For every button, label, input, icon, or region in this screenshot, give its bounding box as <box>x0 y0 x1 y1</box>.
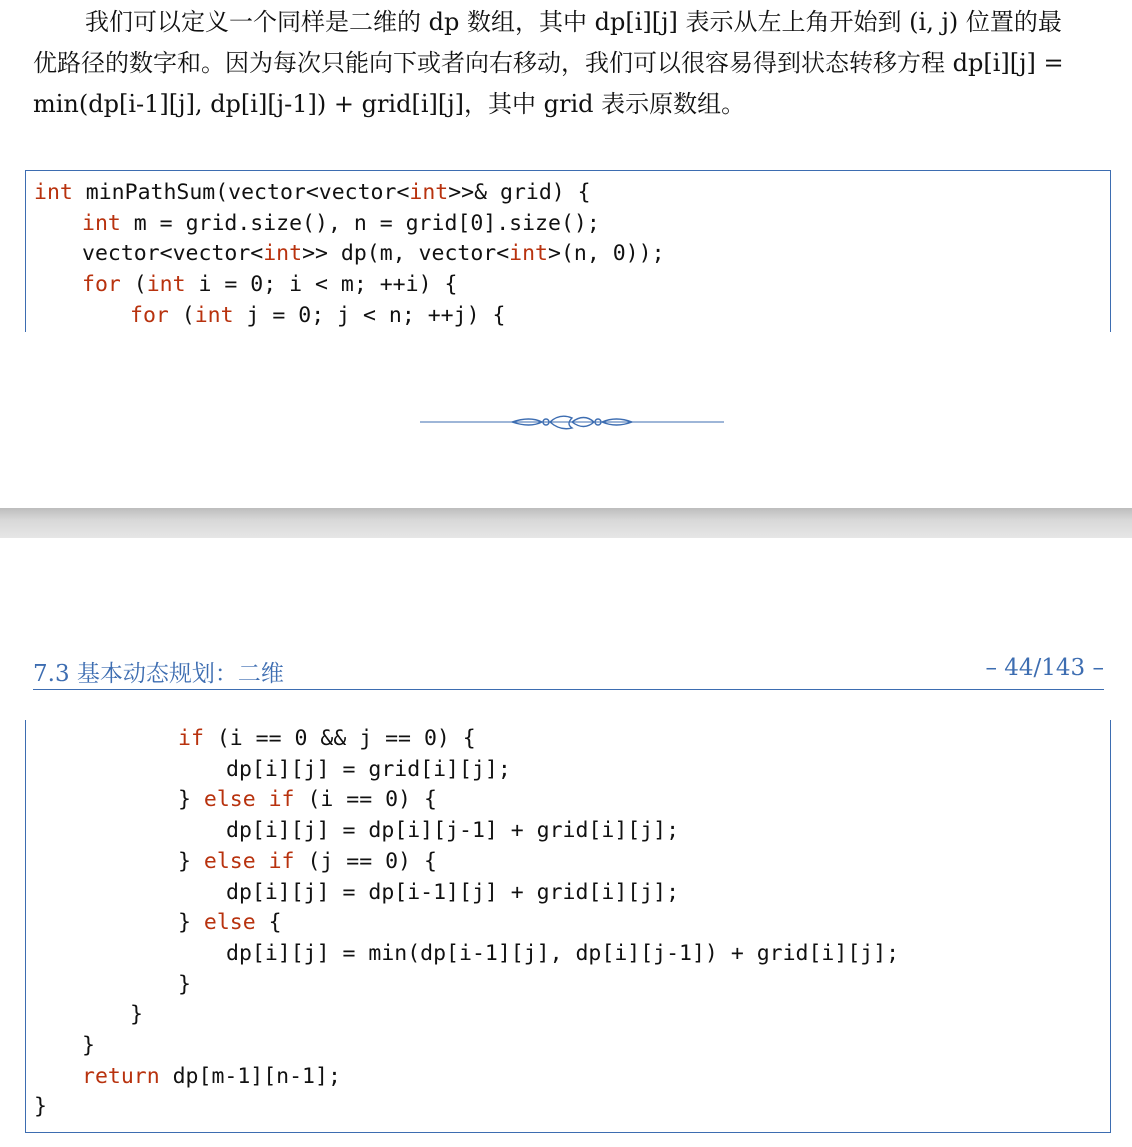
code-keyword: int <box>509 241 549 267</box>
code-line <box>226 938 899 969</box>
code-line <box>82 269 457 300</box>
paragraph-line: 我们可以定义一个同样是二维的 dp 数组，其中 dp[i][j] 表示从左上角开始到 (i, j) 位置的最 <box>85 8 1062 36</box>
code-keyword: else <box>203 910 256 936</box>
code-text: vector<vector< <box>82 241 264 267</box>
code-text: dp[i][j] = min(dp[i-1][j], dp[i][j-1]) + grid[i][j]; <box>226 940 900 966</box>
code-keyword: int <box>82 210 121 236</box>
code-keyword: int <box>34 180 73 205</box>
page-gap <box>0 508 1132 538</box>
code-text: } <box>34 1094 47 1120</box>
code-text: dp[m-1][n-1]; <box>159 1063 341 1089</box>
code-keyword: else if <box>203 787 295 813</box>
code-line <box>226 754 511 785</box>
code-line <box>34 177 591 208</box>
code-text: dp[i][j] = grid[i][j]; <box>226 756 511 782</box>
code-text: >(n, 0)); <box>548 241 665 267</box>
code-text: j = 0; j < n; ++j) { <box>233 302 506 328</box>
code-text: >> dp(m, vector< <box>302 241 510 267</box>
ornament-divider-icon <box>420 410 724 434</box>
code-keyword: if <box>178 726 204 751</box>
code-text: { <box>255 910 282 936</box>
code-line <box>178 969 191 1000</box>
code-text: } <box>130 1002 143 1028</box>
code-line <box>130 300 505 331</box>
code-keyword: for <box>130 302 169 328</box>
page-top <box>0 0 1132 508</box>
body-paragraph <box>33 2 1105 125</box>
paragraph-line: min(dp[i-1][j], dp[i][j-1]) + grid[i][j]，其中 grid 表示原数组。 <box>33 90 746 118</box>
code-line <box>82 1030 95 1061</box>
code-line <box>226 877 679 908</box>
code-keyword: else if <box>203 848 295 874</box>
code-text: } <box>178 910 204 936</box>
code-text: ( <box>120 272 147 298</box>
code-text: minPathSum(vector<vector< <box>72 180 410 205</box>
code-block-part2 <box>25 720 1111 1133</box>
paragraph-line: 优路径的数字和。因为每次只能向下或者向右移动，我们可以很容易得到状态转移方程 dp[i][j] = <box>33 49 1064 77</box>
code-line <box>178 907 282 938</box>
code-keyword: int <box>194 302 234 328</box>
code-line <box>226 815 679 846</box>
code-line <box>178 846 437 877</box>
code-keyword: for <box>82 272 121 298</box>
code-text: m = grid.size(), n = grid[0].size(); <box>120 210 600 236</box>
code-text: } <box>82 1033 95 1058</box>
code-text: } <box>178 971 191 997</box>
code-keyword: int <box>409 180 449 205</box>
code-text: ( <box>168 302 195 328</box>
header-rule <box>33 689 1104 690</box>
code-text: (i == 0 && j == 0) { <box>203 726 476 751</box>
code-keyword: int <box>146 272 186 298</box>
code-text: } <box>178 787 204 813</box>
code-line <box>130 999 143 1030</box>
code-line <box>82 208 600 239</box>
code-line <box>178 723 476 754</box>
code-line <box>34 1091 47 1122</box>
code-text: } <box>178 848 204 874</box>
code-text: (i == 0) { <box>294 787 437 813</box>
code-text: i = 0; i < m; ++i) { <box>185 272 458 298</box>
code-text: dp[i][j] = dp[i-1][j] + grid[i][j]; <box>226 879 680 905</box>
code-text: dp[i][j] = dp[i][j-1] + grid[i][j]; <box>226 818 680 844</box>
code-text: (j == 0) { <box>294 848 437 874</box>
page-number: – 44/143 – <box>985 655 1104 681</box>
section-title: 7.3 基本动态规划：二维 <box>33 661 284 687</box>
code-line <box>82 238 665 269</box>
code-line <box>82 1061 341 1092</box>
code-keyword: return <box>82 1063 160 1089</box>
code-block-part1 <box>25 170 1111 332</box>
code-keyword: int <box>263 241 303 267</box>
code-text: >>& grid) { <box>448 180 591 205</box>
code-line <box>178 784 437 815</box>
